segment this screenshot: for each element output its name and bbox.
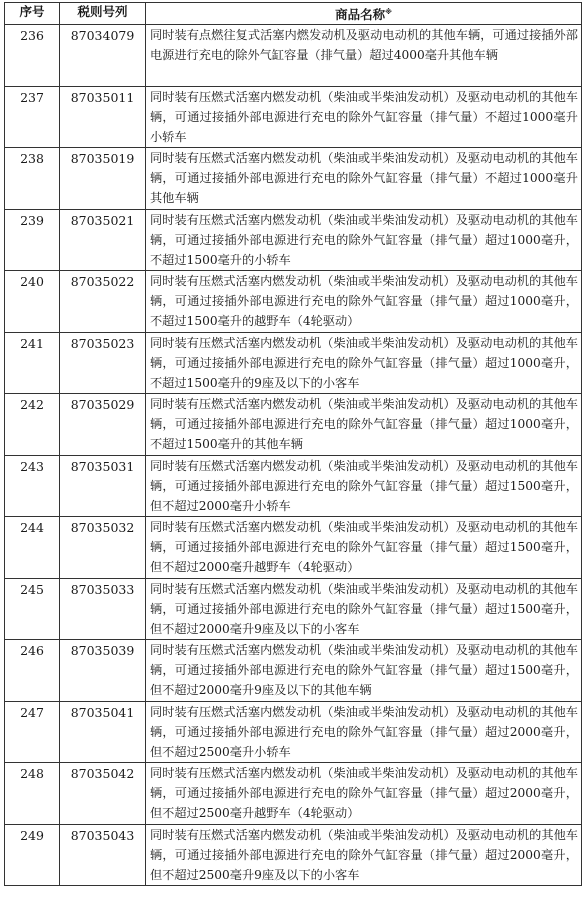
row-name: 同时装有压燃式活塞内燃发动机（柴油或半柴油发动机）及驱动电动机的其他车辆，可通过接插外部电源进行充电的除外气缸容量（排气量）超过1500毫升，但不超过2000毫升越野车（4轮驱动） <box>146 517 582 579</box>
table-row <box>5 763 582 825</box>
table-row <box>5 25 582 87</box>
row-name: 同时装有压燃式活塞内燃发动机（柴油或半柴油发动机）及驱动电动机的其他车辆，可通过接插外部电源进行充电的除外气缸容量（排气量）超过1500毫升，但不超过2000毫升9座及以下的小客车 <box>146 578 582 640</box>
table-row <box>5 701 582 763</box>
tariff-table <box>4 2 582 886</box>
row-name: 同时装有压燃式活塞内燃发动机（柴油或半柴油发动机）及驱动电动机的其他车辆，可通过接插外部电源进行充电的除外气缸容量（排气量）超过1000毫升，不超过1500毫升的9座及以下的小客车 <box>146 332 582 394</box>
row-name: 同时装有压燃式活塞内燃发动机（柴油或半柴油发动机）及驱动电动机的其他车辆，可通过接插外部电源进行充电的除外气缸容量（排气量）超过1000毫升，不超过1500毫升的其他车辆 <box>146 394 582 456</box>
header-seq: 序号 <box>5 3 60 25</box>
row-name: 同时装有压燃式活塞内燃发动机（柴油或半柴油发动机）及驱动电动机的其他车辆，可通过接插外部电源进行充电的除外气缸容量（排气量）超过1500毫升，但不超过2000毫升9座及以下的其他车辆 <box>146 640 582 702</box>
row-seq: 241 <box>5 332 60 394</box>
row-code: 87035041 <box>60 701 146 763</box>
row-code: 87035042 <box>60 763 146 825</box>
table-row <box>5 332 582 394</box>
table-body <box>5 25 582 886</box>
header-name-mark: ※ <box>385 8 392 16</box>
table-row <box>5 824 582 886</box>
row-code: 87035033 <box>60 578 146 640</box>
row-name: 同时装有压燃式活塞内燃发动机（柴油或半柴油发动机）及驱动电动机的其他车辆，可通过接插外部电源进行充电的除外气缸容量（排气量）超过1500毫升，但不超过2000毫升小轿车 <box>146 455 582 517</box>
row-name: 同时装有压燃式活塞内燃发动机（柴油或半柴油发动机）及驱动电动机的其他车辆，可通过接插外部电源进行充电的除外气缸容量（排气量）超过1000毫升，不超过1500毫升的越野车（4轮驱动） <box>146 271 582 333</box>
row-code: 87034079 <box>60 25 146 87</box>
row-seq: 248 <box>5 763 60 825</box>
row-seq: 242 <box>5 394 60 456</box>
row-seq: 244 <box>5 517 60 579</box>
row-seq: 247 <box>5 701 60 763</box>
row-seq: 238 <box>5 148 60 210</box>
table-row <box>5 148 582 210</box>
row-code: 87035023 <box>60 332 146 394</box>
row-code: 87035019 <box>60 148 146 210</box>
row-seq: 240 <box>5 271 60 333</box>
table-row <box>5 455 582 517</box>
row-name: 同时装有压燃式活塞内燃发动机（柴油或半柴油发动机）及驱动电动机的其他车辆，可通过接插外部电源进行充电的除外气缸容量（排气量）超过2000毫升，但不超过2500毫升小轿车 <box>146 701 582 763</box>
header-name <box>146 3 582 25</box>
row-seq: 246 <box>5 640 60 702</box>
row-name: 同时装有压燃式活塞内燃发动机（柴油或半柴油发动机）及驱动电动机的其他车辆，可通过接插外部电源进行充电的除外气缸容量（排气量）超过2000毫升，但不超过2500毫升9座及以下的小客车 <box>146 824 582 886</box>
header-code: 税则号列 <box>60 3 146 25</box>
table-row <box>5 578 582 640</box>
row-name: 同时装有压燃式活塞内燃发动机（柴油或半柴油发动机）及驱动电动机的其他车辆，可通过接插外部电源进行充电的除外气缸容量（排气量）不超过1000毫升小轿车 <box>146 86 582 148</box>
row-name: 同时装有压燃式活塞内燃发动机（柴油或半柴油发动机）及驱动电动机的其他车辆，可通过接插外部电源进行充电的除外气缸容量（排气量）不超过1000毫升其他车辆 <box>146 148 582 210</box>
row-seq: 237 <box>5 86 60 148</box>
row-seq: 249 <box>5 824 60 886</box>
row-code: 87035043 <box>60 824 146 886</box>
row-seq: 236 <box>5 25 60 87</box>
table-row <box>5 86 582 148</box>
table-row <box>5 517 582 579</box>
table-row <box>5 394 582 456</box>
row-code: 87035029 <box>60 394 146 456</box>
row-seq: 245 <box>5 578 60 640</box>
row-code: 87035032 <box>60 517 146 579</box>
header-name-text: 商品名称 <box>335 7 386 23</box>
row-code: 87035039 <box>60 640 146 702</box>
row-code: 87035021 <box>60 209 146 271</box>
row-seq: 239 <box>5 209 60 271</box>
row-seq: 243 <box>5 455 60 517</box>
row-name: 同时装有压燃式活塞内燃发动机（柴油或半柴油发动机）及驱动电动机的其他车辆，可通过接插外部电源进行充电的除外气缸容量（排气量）超过1000毫升，不超过1500毫升的小轿车 <box>146 209 582 271</box>
table-row <box>5 209 582 271</box>
table-row <box>5 640 582 702</box>
row-code: 87035022 <box>60 271 146 333</box>
row-name: 同时装有点燃往复式活塞内燃发动机及驱动电动机的其他车辆，可通过接插外部电源进行充电的除外气缸容量（排气量）超过4000毫升其他车辆 <box>146 25 582 87</box>
table-row <box>5 271 582 333</box>
row-code: 87035011 <box>60 86 146 148</box>
row-name: 同时装有压燃式活塞内燃发动机（柴油或半柴油发动机）及驱动电动机的其他车辆，可通过接插外部电源进行充电的除外气缸容量（排气量）超过2000毫升，但不超过2500毫升越野车（4轮驱动） <box>146 763 582 825</box>
row-code: 87035031 <box>60 455 146 517</box>
table-header <box>5 3 582 25</box>
